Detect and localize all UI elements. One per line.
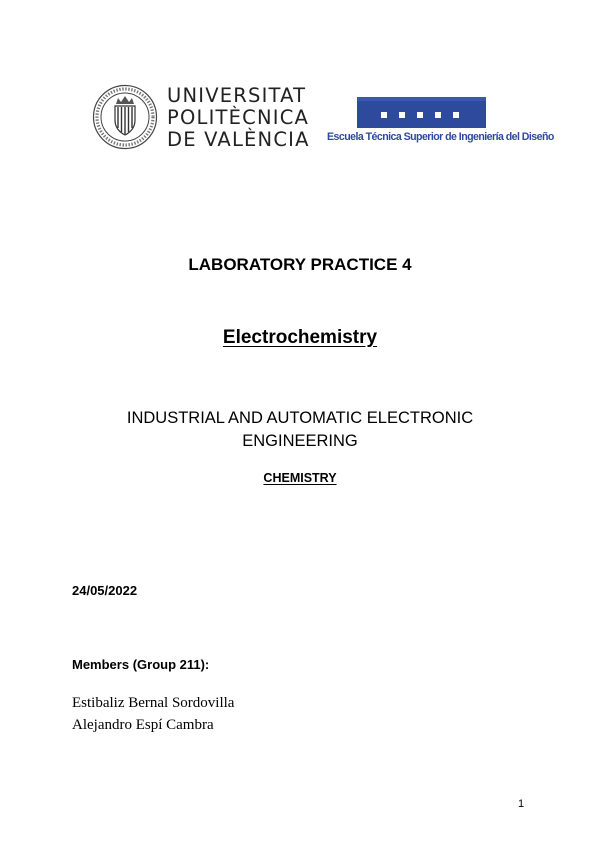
university-name-line-3: DE VALÈNCIA	[167, 128, 310, 151]
subject-name: CHEMISTRY	[263, 471, 337, 485]
degree-line-2: ENGINEERING	[242, 432, 358, 450]
lab-title: LABORATORY PRACTICE 4	[188, 255, 412, 274]
university-name-line-1: UNIVERSITAT	[167, 84, 307, 107]
university-name-line-2: POLITÈCNICA	[167, 106, 310, 129]
university-name	[167, 85, 310, 151]
member-name: Estibaliz Bernal Sordovilla	[72, 695, 235, 711]
page-number: 1	[518, 798, 525, 810]
members-label: Members (Group 211):	[72, 657, 210, 672]
topic-title: Electrochemistry	[222, 327, 378, 348]
school-building-icon	[357, 97, 486, 128]
school-name: Escuela Técnica Superior de Ingeniería del Diseño	[327, 131, 554, 143]
degree-name	[0, 407, 600, 453]
member-name: Alejandro Espí Cambra	[72, 717, 214, 733]
university-seal-icon	[92, 84, 158, 150]
degree-line-1: INDUSTRIAL AND AUTOMATIC ELECTRONIC	[126, 409, 474, 427]
report-date: 24/05/2022	[72, 583, 138, 598]
